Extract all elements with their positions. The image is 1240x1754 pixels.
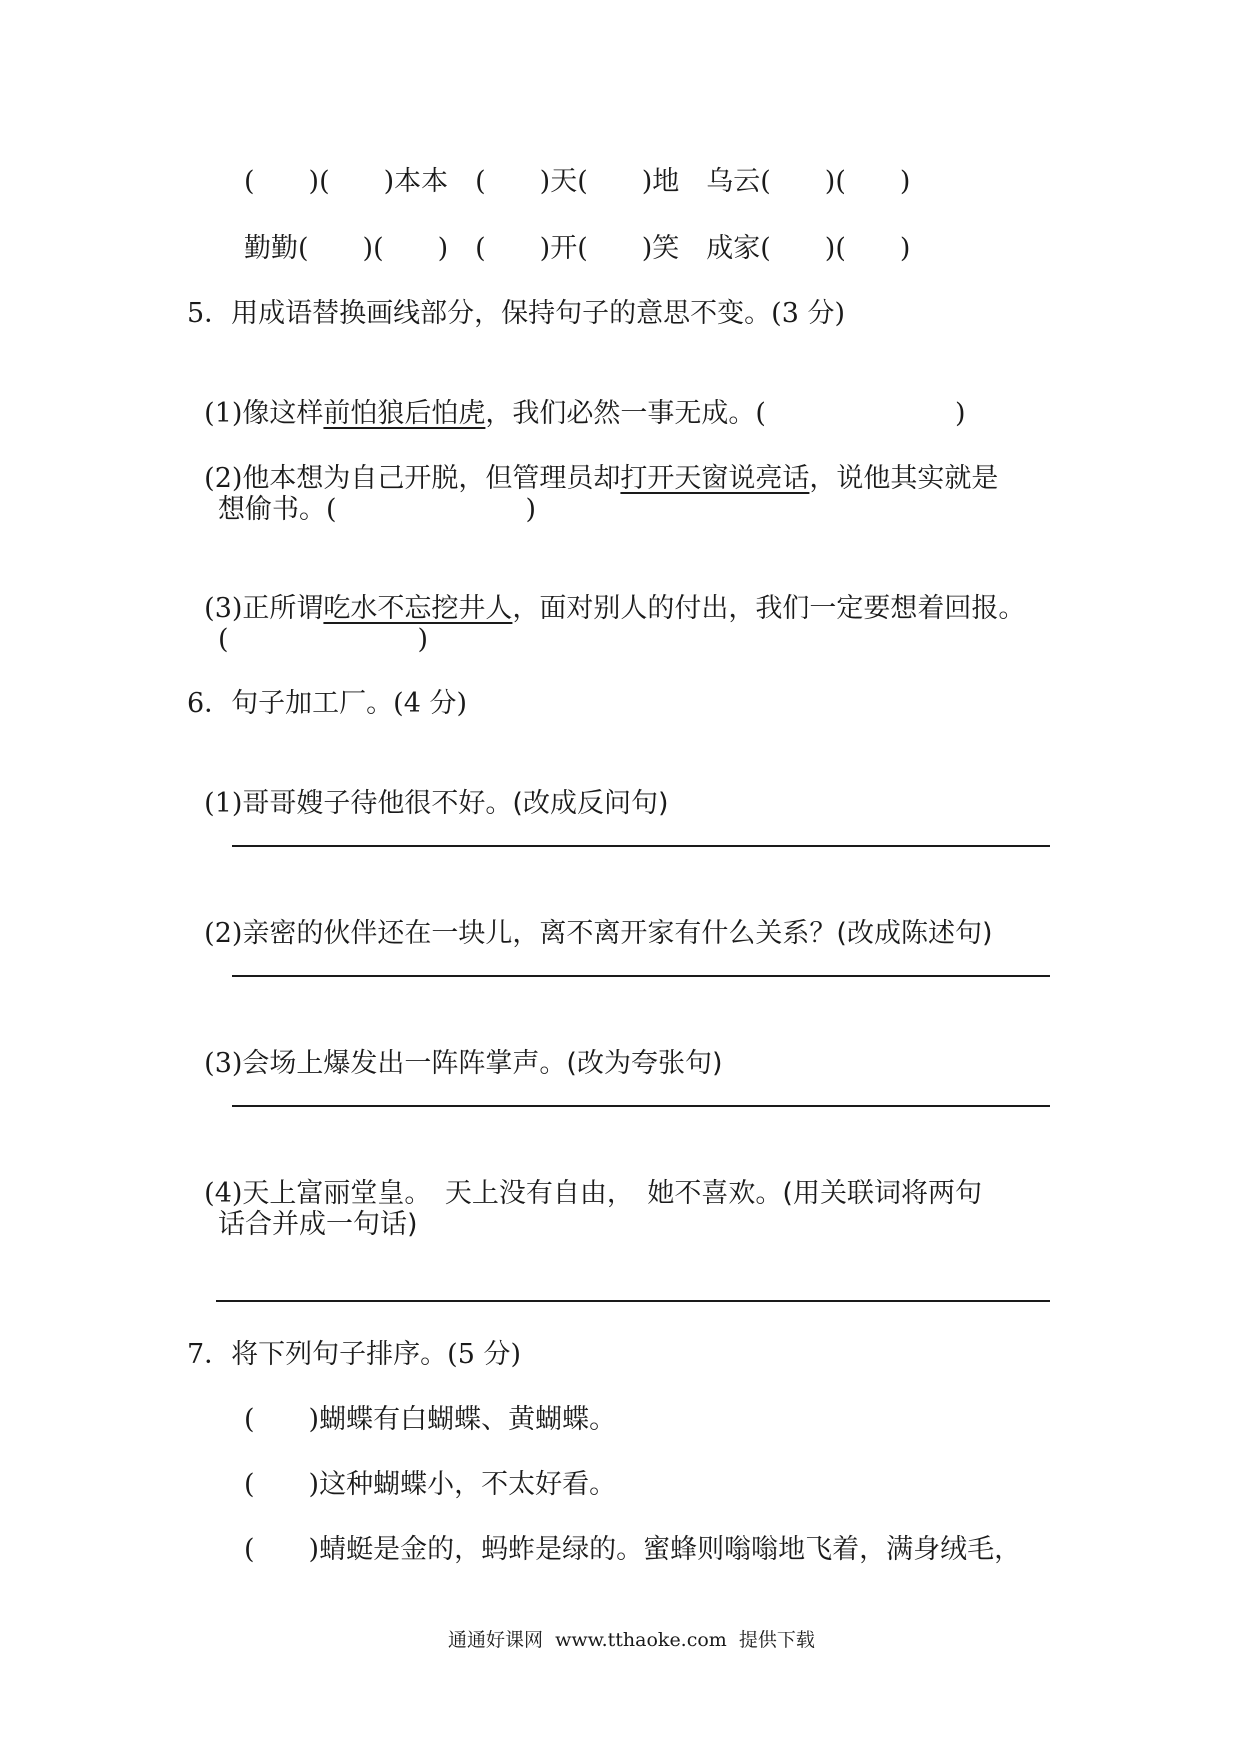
question-6-title: 6．句子加工厂。(4 分) [187, 688, 468, 719]
item-hint: (用关联词将两句 [782, 1178, 982, 1209]
underlined-phrase: 前怕狼后怕虎 [323, 398, 486, 429]
question-5-title: 5．用成语替换画线部分，保持句子的意思不变。(3 分) [187, 298, 846, 329]
question-6-item-2 [187, 883, 993, 951]
item-suffix: ，我们必然一事无成。( ) [485, 398, 966, 429]
question-5-item-1 [187, 363, 966, 431]
question-6-item-4 [187, 1143, 982, 1211]
answer-line-2[interactable] [232, 975, 1050, 977]
question-7-item-2: ( )这种蝴蝶小，不太好看。 [244, 1469, 617, 1500]
item-prefix: (1)像这样 [204, 398, 324, 429]
item-text: (1)哥哥嫂子待他很不好。 [204, 788, 513, 819]
question-7-title: 7．将下列句子排序。(5 分) [187, 1339, 522, 1370]
answer-line-3[interactable] [232, 1105, 1050, 1107]
underlined-phrase: 吃水不忘挖井人 [323, 593, 513, 624]
question-7-item-3: ( )蜻蜓是金的，蚂蚱是绿的。蜜蜂则嗡嗡地飞着，满身绒毛， [244, 1534, 1022, 1565]
item-hint: (改为夸张句) [566, 1048, 723, 1079]
item-suffix: ，面对别人的付出，我们一定要想着回报。 [512, 593, 1026, 624]
idiom-row-2: 勤勤( )( ) ( )开( )笑 成家( )( ) [244, 233, 911, 264]
item-text: (4)天上富丽堂皇。 天上没有自由， 她不喜欢。 [204, 1178, 783, 1209]
item-hint: (改成反问句) [512, 788, 669, 819]
item-text: (3)会场上爆发出一阵阵掌声。 [204, 1048, 567, 1079]
item-suffix: ，说他其实就是 [809, 463, 999, 494]
item-prefix: (2)他本想为自己开脱，但管理员却 [204, 463, 621, 494]
question-6-item-3 [187, 1013, 723, 1081]
page-footer: 通通好课网 www.tthaoke.com 提供下载 [448, 1629, 815, 1651]
underlined-phrase: 打开天窗说亮话 [620, 463, 810, 494]
idiom-row-1: ( )( )本本 ( )天( )地 乌云( )( ) [244, 166, 911, 197]
answer-line-4[interactable] [216, 1300, 1050, 1302]
question-5-item-2-continued: 想偷书。( ) [218, 494, 537, 525]
item-prefix: (3)正所谓 [204, 593, 324, 624]
question-7-item-1: ( )蝴蝶有白蝴蝶、黄蝴蝶。 [244, 1404, 617, 1435]
item-text: (2)亲密的伙伴还在一块儿，离不离开家有什么关系？ [204, 918, 837, 949]
question-5-item-3-continued: ( ) [218, 624, 429, 655]
question-5-item-3 [187, 558, 1025, 626]
item-hint: (改成陈述句) [836, 918, 993, 949]
question-6-item-1 [187, 753, 669, 821]
answer-line-1[interactable] [232, 845, 1050, 847]
question-6-item-4-continued: 话合并成一句话) [218, 1209, 418, 1240]
question-5-item-2 [187, 428, 998, 496]
